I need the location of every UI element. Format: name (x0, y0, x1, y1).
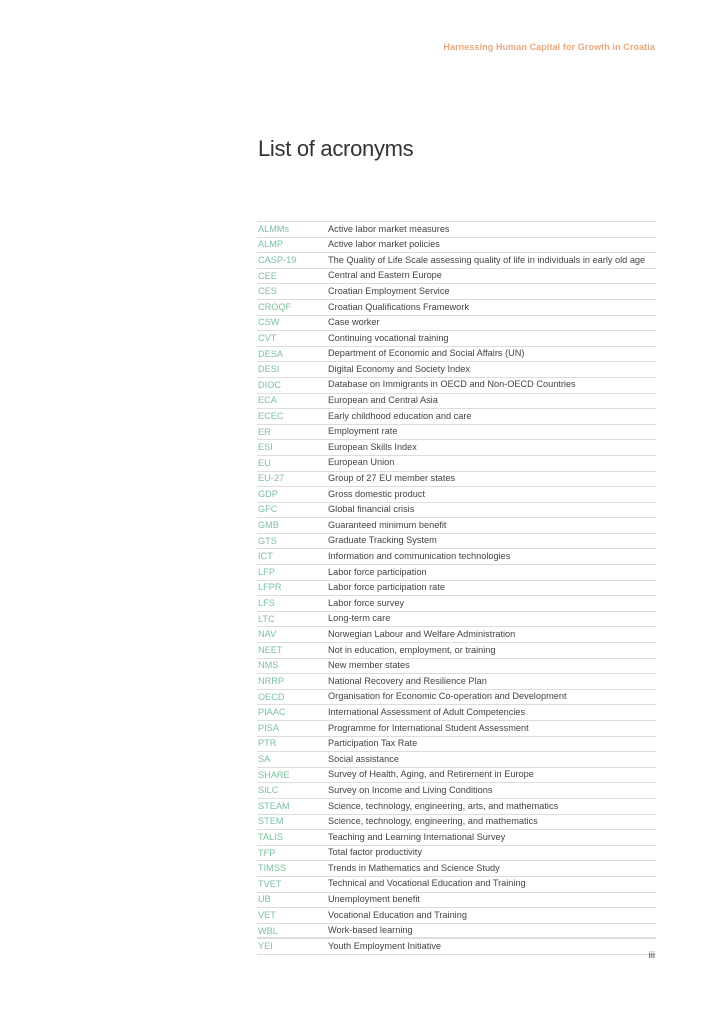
acronym-row (257, 284, 656, 300)
acronym-abbreviation: YEI (258, 941, 273, 952)
acronym-row (257, 269, 656, 285)
acronym-definition: Graduate Tracking System (328, 535, 437, 546)
acronym-definition: Social assistance (328, 753, 399, 764)
acronym-abbreviation: NMS (258, 660, 279, 671)
acronym-abbreviation: NAV (258, 629, 277, 640)
acronym-abbreviation: PIAAC (258, 707, 286, 718)
acronym-abbreviation: LTC (258, 613, 275, 624)
acronym-row (257, 659, 656, 675)
acronym-row (257, 705, 656, 721)
acronym-row (257, 456, 656, 472)
acronym-definition: Information and communication technologies (328, 551, 511, 562)
acronym-abbreviation: LFP (258, 566, 275, 577)
acronym-definition: Croatian Qualifications Framework (328, 301, 469, 312)
acronym-definition: Youth Employment Initiative (328, 940, 442, 951)
page-number: iii (648, 950, 655, 961)
acronym-definition: Croatian Employment Service (328, 285, 450, 296)
acronym-definition: European Skills Index (328, 441, 417, 452)
acronym-definition: Organisation for Economic Co-operation and Development (328, 691, 567, 702)
acronym-abbreviation: DESI (258, 364, 280, 375)
acronym-definition: Unemployment benefit (328, 894, 420, 905)
acronym-row (257, 877, 656, 893)
acronym-definition: Employment rate (328, 426, 398, 437)
acronym-row (257, 939, 656, 955)
acronym-definition: Survey on Income and Living Conditions (328, 784, 493, 795)
acronym-row (257, 316, 656, 332)
acronym-row (257, 783, 656, 799)
acronym-definition: Active labor market measures (328, 223, 450, 234)
acronym-abbreviation: LFPR (258, 582, 282, 593)
acronym-definition: Participation Tax Rate (328, 738, 418, 749)
acronym-abbreviation: CEE (258, 270, 277, 281)
acronym-abbreviation: UB (258, 894, 271, 905)
acronym-definition: Trends in Mathematics and Science Study (328, 862, 500, 873)
acronym-row (257, 752, 656, 768)
acronym-row (257, 487, 656, 503)
acronym-abbreviation: CSW (258, 317, 280, 328)
acronym-abbreviation: ECA (258, 395, 277, 406)
acronym-abbreviation: TALIS (258, 831, 283, 842)
acronym-definition: Norwegian Labour and Welfare Administration (328, 628, 516, 639)
acronym-abbreviation: GFC (258, 504, 278, 515)
acronym-definition: Early childhood education and care (328, 410, 472, 421)
acronym-row (257, 908, 656, 924)
acronym-row (257, 893, 656, 909)
acronym-abbreviation: TVET (258, 878, 282, 889)
acronym-table (257, 221, 656, 955)
acronym-definition: The Quality of Life Scale assessing quality of life in individuals in early old age (328, 254, 646, 265)
acronym-abbreviation: CASP-19 (258, 254, 297, 265)
acronym-definition: Department of Economic and Social Affairs (UN) (328, 348, 525, 359)
acronym-abbreviation: NEET (258, 644, 283, 655)
acronym-abbreviation: CROQF (258, 301, 292, 312)
acronym-row (257, 331, 656, 347)
page-title: List of acronyms (258, 136, 414, 161)
acronym-row (257, 347, 656, 363)
acronym-definition: Vocational Education and Training (328, 909, 467, 920)
acronym-definition: Case worker (328, 317, 380, 328)
acronym-row (257, 861, 656, 877)
acronym-row (257, 768, 656, 784)
acronym-row (257, 549, 656, 565)
acronym-row (257, 300, 656, 316)
acronym-abbreviation: ECEC (258, 410, 284, 421)
acronym-definition: Science, technology, engineering, and mathematics (328, 816, 538, 827)
acronym-row (257, 596, 656, 612)
acronym-abbreviation: ESI (258, 442, 273, 453)
acronym-definition: Active labor market policies (328, 239, 440, 250)
acronym-abbreviation: GTS (258, 535, 277, 546)
acronym-abbreviation: DESA (258, 348, 284, 359)
acronym-abbreviation: SHARE (258, 769, 290, 780)
footer-divider (257, 937, 656, 938)
acronym-definition: Labor force participation rate (328, 582, 445, 593)
acronym-abbreviation: PISA (258, 722, 279, 733)
acronym-definition: Total factor productivity (328, 847, 422, 858)
acronym-abbreviation: ALMMs (258, 223, 290, 234)
acronym-definition: National Recovery and Resilience Plan (328, 675, 487, 686)
acronym-definition: Continuing vocational training (328, 332, 449, 343)
acronym-row (257, 253, 656, 269)
acronym-definition: Long-term care (328, 613, 391, 624)
acronym-abbreviation: CES (258, 286, 277, 297)
acronym-row (257, 440, 656, 456)
acronym-row (257, 534, 656, 550)
acronym-abbreviation: EU-27 (258, 473, 285, 484)
acronym-row (257, 737, 656, 753)
acronym-abbreviation: SA (258, 753, 271, 764)
acronym-abbreviation: STEAM (258, 800, 290, 811)
acronym-definition: Science, technology, engineering, arts, and mathematics (328, 800, 559, 811)
acronym-definition: Technical and Vocational Education and Training (328, 878, 526, 889)
acronym-row (257, 238, 656, 254)
acronym-abbreviation: GMB (258, 520, 279, 531)
acronym-abbreviation: GDP (258, 488, 278, 499)
acronym-abbreviation: STEM (258, 816, 284, 827)
acronym-row (257, 721, 656, 737)
acronym-definition: Survey of Health, Aging, and Retirement in Europe (328, 769, 534, 780)
acronym-row (257, 518, 656, 534)
acronym-abbreviation: TIMSS (258, 863, 287, 874)
acronym-abbreviation: ICT (258, 551, 273, 562)
acronym-abbreviation: ER (258, 426, 271, 437)
acronym-row (257, 815, 656, 831)
acronym-abbreviation: OECD (258, 691, 285, 702)
acronym-definition: Teaching and Learning International Survey (328, 831, 506, 842)
acronym-definition: Guaranteed minimum benefit (328, 519, 447, 530)
acronym-definition: International Assessment of Adult Competencies (328, 706, 526, 717)
acronym-definition: Central and Eastern Europe (328, 270, 442, 281)
acronym-abbreviation: ALMP (258, 239, 284, 250)
acronym-definition: Work-based learning (328, 925, 413, 936)
acronym-row (257, 674, 656, 690)
acronym-row (257, 565, 656, 581)
acronym-definition: Labor force survey (328, 597, 405, 608)
acronym-definition: Group of 27 EU member states (328, 473, 456, 484)
acronym-abbreviation: LFS (258, 598, 275, 609)
acronym-row (257, 830, 656, 846)
acronym-row (257, 409, 656, 425)
acronym-definition: Programme for International Student Assessment (328, 722, 529, 733)
acronym-row (257, 222, 656, 238)
acronym-row (257, 846, 656, 862)
acronym-abbreviation: WBL (258, 925, 278, 936)
acronym-row (257, 378, 656, 394)
acronym-row (257, 503, 656, 519)
acronym-definition: Global financial crisis (328, 504, 415, 515)
acronym-definition: European Union (328, 457, 395, 468)
acronym-row (257, 799, 656, 815)
acronym-definition: Not in education, employment, or training (328, 644, 496, 655)
acronym-definition: New member states (328, 660, 410, 671)
acronym-abbreviation: DIOC (258, 379, 281, 390)
acronym-abbreviation: SILC (258, 785, 279, 796)
acronym-abbreviation: EU (258, 457, 271, 468)
acronym-row (257, 690, 656, 706)
acronym-abbreviation: TFP (258, 847, 276, 858)
acronym-abbreviation: CVT (258, 332, 277, 343)
acronym-row (257, 425, 656, 441)
acronym-abbreviation: NRRP (258, 676, 285, 687)
acronym-row (257, 627, 656, 643)
acronym-definition: European and Central Asia (328, 395, 438, 406)
running-header: Harnessing Human Capital for Growth in Croatia (443, 42, 655, 52)
acronym-row (257, 643, 656, 659)
acronym-abbreviation: PTR (258, 738, 277, 749)
acronym-row (257, 472, 656, 488)
acronym-row (257, 581, 656, 597)
acronym-row (257, 362, 656, 378)
acronym-row (257, 612, 656, 628)
acronym-definition: Database on Immigrants in OECD and Non-OECD Countries (328, 379, 576, 390)
acronym-definition: Labor force participation (328, 566, 427, 577)
acronym-definition: Digital Economy and Society Index (328, 363, 470, 374)
acronym-row (257, 394, 656, 410)
acronym-definition: Gross domestic product (328, 488, 426, 499)
acronym-abbreviation: VET (258, 909, 276, 920)
